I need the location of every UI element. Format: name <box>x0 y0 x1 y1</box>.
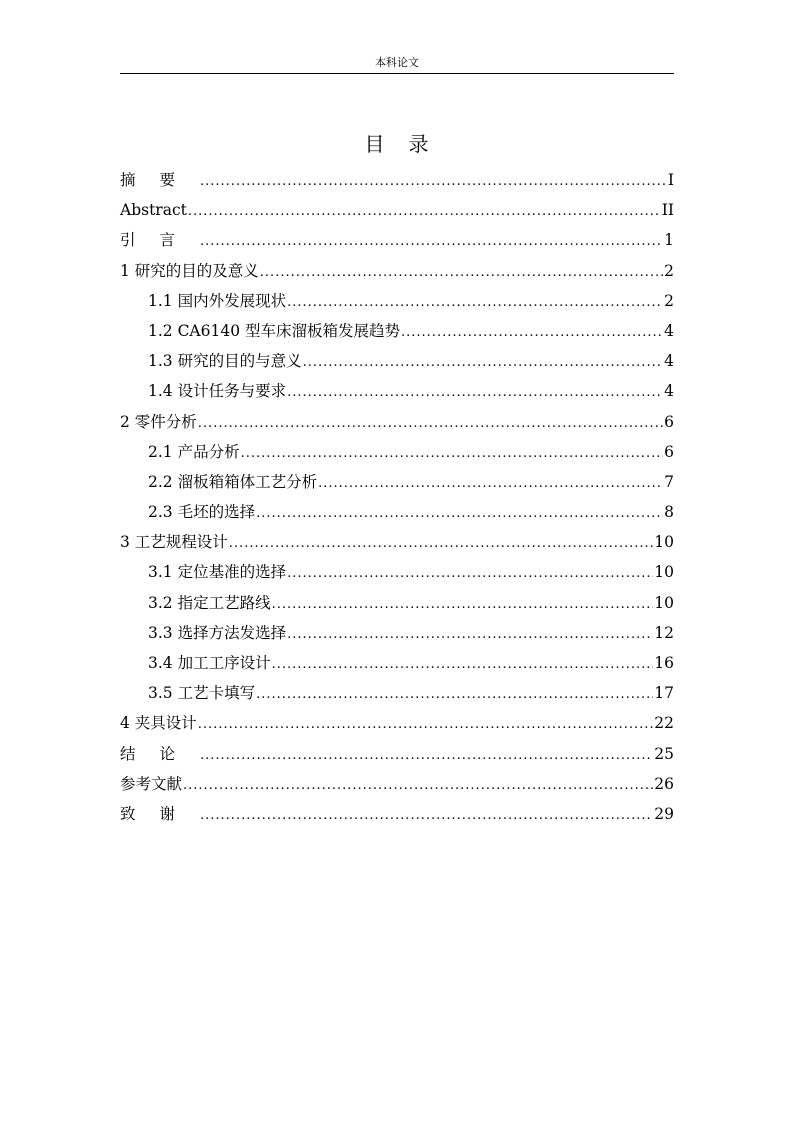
toc-entry-label: 1.4 设计任务与要求 <box>148 382 287 401</box>
toc-dot-leader <box>272 650 654 680</box>
toc-dot-leader <box>287 288 663 318</box>
toc-entry[interactable] <box>120 195 674 225</box>
toc-entry-label: 2.2 溜板箱箱体工艺分析 <box>148 472 318 491</box>
toc-entry-page: 2 <box>664 291 674 310</box>
toc-entry-label: 3 工艺规程设计 <box>120 533 228 552</box>
toc-entry-label: 结论 <box>120 744 200 763</box>
toc-entry-page: 25 <box>654 744 674 763</box>
toc-entry-page: 4 <box>664 321 674 340</box>
toc-entry[interactable] <box>120 739 674 769</box>
toc-entry[interactable] <box>120 708 674 738</box>
toc-entry-page: 29 <box>654 804 674 823</box>
toc-entry[interactable] <box>120 799 674 829</box>
toc-entry[interactable] <box>120 316 674 346</box>
toc-dot-leader <box>200 167 667 197</box>
page-title: 目录 <box>364 132 453 156</box>
toc-dot-leader <box>200 801 653 831</box>
table-of-contents <box>120 165 674 829</box>
toc-entry[interactable] <box>120 437 674 467</box>
toc-entry[interactable] <box>120 376 674 406</box>
toc-dot-leader <box>200 227 663 257</box>
toc-entry-page: 26 <box>654 774 674 793</box>
toc-entry[interactable] <box>120 527 674 557</box>
toc-entry[interactable] <box>120 497 674 527</box>
toc-entry[interactable] <box>120 769 674 799</box>
toc-entry-label: 1.2 CA6140 型车床溜板箱发展趋势 <box>148 321 401 340</box>
toc-entry[interactable] <box>120 225 674 255</box>
toc-entry[interactable] <box>120 407 674 437</box>
toc-dot-leader <box>287 620 653 650</box>
toc-dot-leader <box>401 318 663 348</box>
toc-entry-label: 4 夹具设计 <box>120 714 197 733</box>
toc-entry-label: 3.1 定位基准的选择 <box>148 563 287 582</box>
toc-entry[interactable] <box>120 557 674 587</box>
toc-entry-label: 引言 <box>120 231 200 250</box>
toc-entry-label: 1.1 国内外发展现状 <box>148 291 287 310</box>
toc-dot-leader <box>198 409 663 439</box>
toc-entry-label: 3.4 加工工序设计 <box>148 654 271 672</box>
toc-dot-leader <box>229 529 653 559</box>
toc-entry-page: 10 <box>654 563 674 582</box>
toc-dot-leader <box>256 680 653 710</box>
toc-dot-leader <box>260 258 663 288</box>
toc-entry-label: 3.5 工艺卡填写 <box>148 684 256 703</box>
toc-entry[interactable] <box>120 256 674 286</box>
toc-entry-label: 2.3 毛坯的选择 <box>148 503 256 522</box>
toc-entry-page: 10 <box>654 593 674 612</box>
toc-entry-page: 4 <box>664 382 674 401</box>
toc-entry-page: 17 <box>654 684 674 703</box>
toc-entry[interactable] <box>120 588 674 618</box>
toc-entry-page: 10 <box>654 533 674 552</box>
toc-entry-page: 22 <box>654 714 674 733</box>
toc-entry-label: 1.3 研究的目的与意义 <box>148 352 302 371</box>
toc-entry-page: 16 <box>654 654 674 672</box>
toc-entry-label: 摘要 <box>120 171 200 189</box>
toc-dot-leader <box>303 348 664 378</box>
toc-entry-label: 2.1 产品分析 <box>148 442 240 461</box>
toc-entry-label: 2 零件分析 <box>120 412 197 431</box>
toc-entry-page: I <box>667 171 674 189</box>
toc-entry-page: 8 <box>664 503 674 522</box>
toc-dot-leader <box>287 378 663 408</box>
running-header: 本科论文 <box>375 56 419 69</box>
toc-entry[interactable] <box>120 467 674 497</box>
toc-entry-page: 1 <box>664 231 674 250</box>
toc-dot-leader <box>200 741 653 771</box>
toc-entry[interactable] <box>120 165 674 195</box>
toc-entry[interactable] <box>120 346 674 376</box>
toc-dot-leader <box>198 710 653 740</box>
toc-dot-leader <box>256 499 663 529</box>
toc-entry-page: II <box>661 201 674 220</box>
toc-dot-leader <box>188 197 661 227</box>
toc-dot-leader <box>287 559 653 589</box>
toc-entry-page: 4 <box>664 352 674 371</box>
toc-entry-label: 参考文献 <box>120 774 183 793</box>
toc-dot-leader <box>318 469 663 499</box>
toc-entry-page: 2 <box>664 261 674 280</box>
toc-entry-page: 12 <box>654 623 674 642</box>
header-rule <box>120 73 674 74</box>
toc-entry[interactable] <box>120 286 674 316</box>
toc-entry-label: 3.2 指定工艺路线 <box>148 593 271 612</box>
toc-entry-label: Abstract <box>120 201 187 220</box>
toc-entry-page: 6 <box>664 412 674 431</box>
toc-dot-leader <box>183 771 653 801</box>
toc-entry[interactable] <box>120 648 674 678</box>
toc-entry[interactable] <box>120 618 674 648</box>
toc-entry[interactable] <box>120 678 674 708</box>
toc-dot-leader <box>241 439 664 469</box>
toc-entry-page: 6 <box>664 442 674 461</box>
toc-entry-label: 3.3 选择方法发选择 <box>148 623 287 642</box>
toc-entry-label: 1 研究的目的及意义 <box>120 261 259 280</box>
toc-dot-leader <box>272 590 654 620</box>
toc-entry-label: 致谢 <box>120 804 200 823</box>
toc-entry-page: 7 <box>664 472 674 491</box>
